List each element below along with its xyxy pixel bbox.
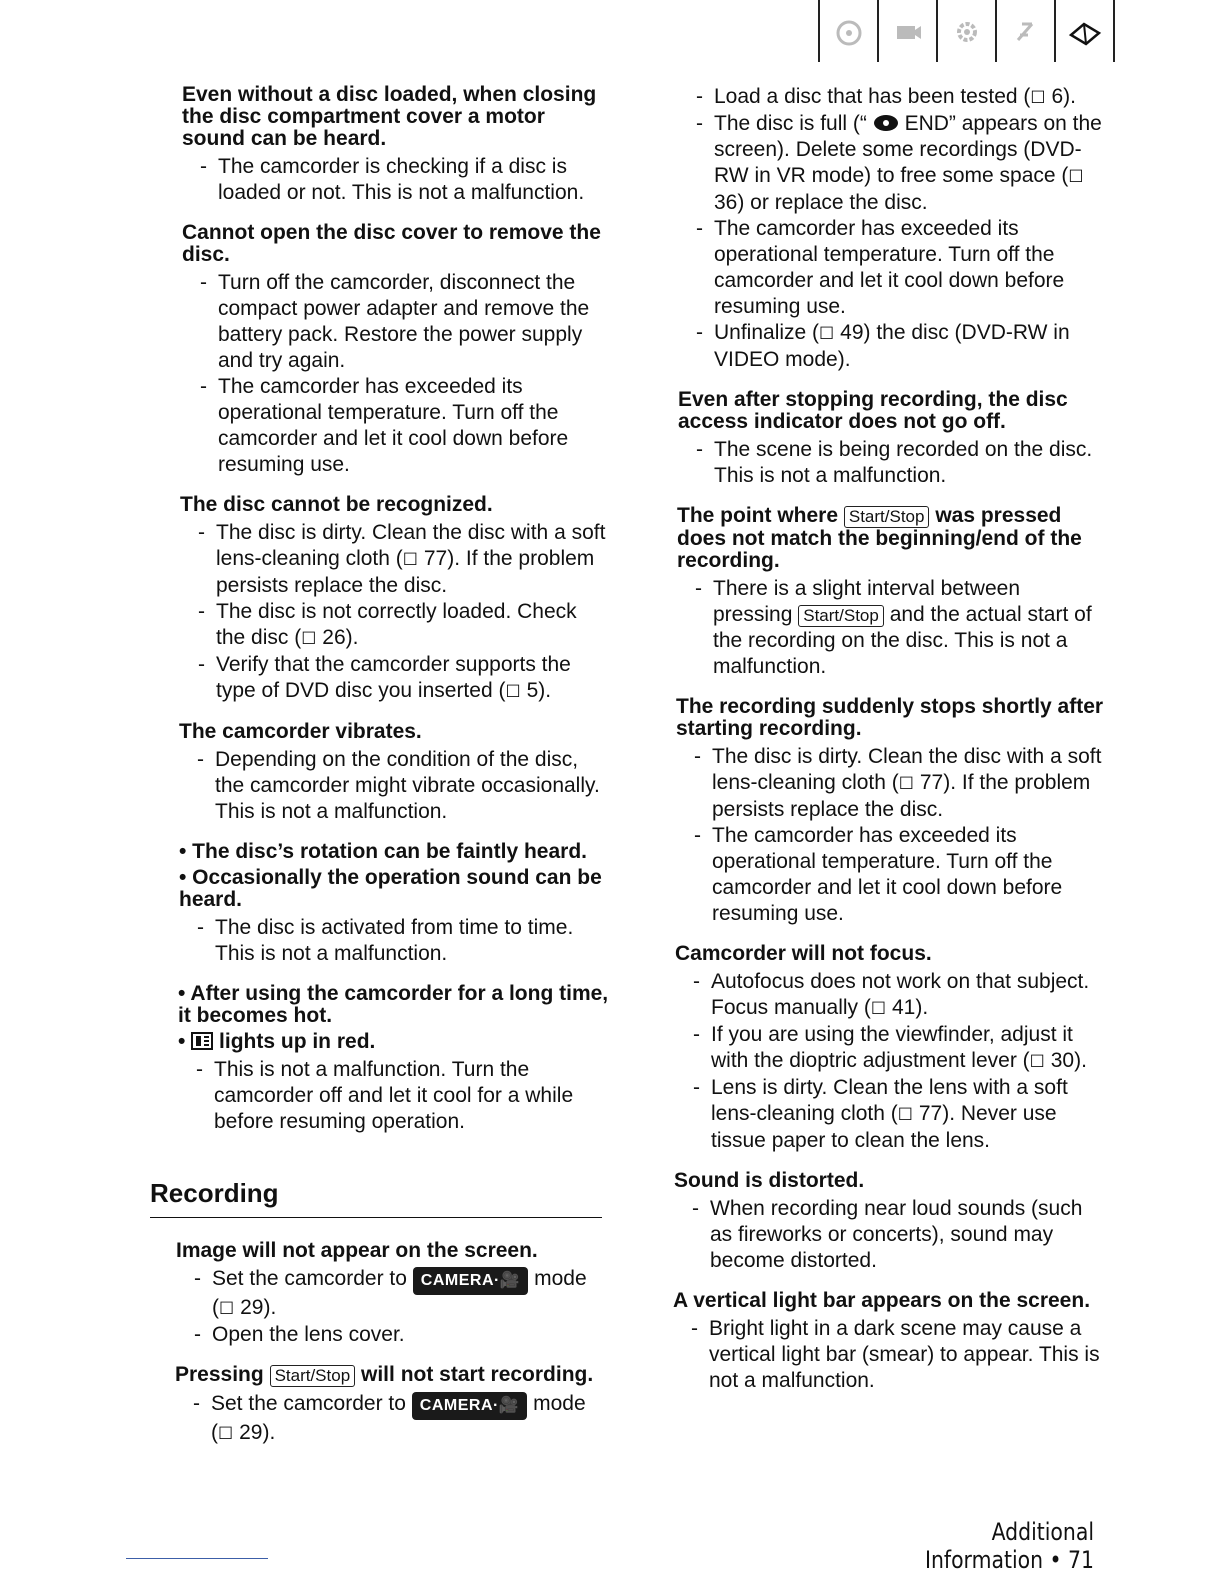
trouble-light-bar [672,1290,1104,1394]
book-ref-icon: ☐ [1030,88,1046,108]
list-item: - Load a disc that has been tested (☐ 6). [678,84,1104,111]
book-ref-icon: ☐ [218,1424,234,1444]
battery-temp-icon [191,1032,213,1050]
list-item: - The disc is dirty. Clean the disc with a soft lens-cleaning cloth (☐ 77). If the problem persists replace the disc. [180,520,610,599]
list-item: - Verify that the camcorder supports the type of DVD disc you inserted (☐ 5). [180,652,610,705]
list-item: - The disc is not correctly loaded. Check the disc (☐ 26). [180,599,610,652]
start-stop-key: Start/Stop [270,1365,356,1387]
list-item: - If you are using the viewfinder, adjust it with the dioptric adjustment lever (☐ 30). [675,1022,1104,1075]
left-column [150,84,610,1463]
camcorder-icon [890,13,926,49]
problem-heading: A vertical light bar appears on the screen. [673,1289,1091,1312]
problem-heading: Pressing Start/Stop will not start recording. [175,1363,594,1386]
page-footer: Additional Information • 71 [924,1518,1094,1574]
problem-heading: The point where Start/Stop was pressed does not match the beginning/end of the recording. [677,504,1082,572]
trouble-continued [672,84,1104,373]
problem-heading: Camcorder will not focus. [675,942,932,965]
trouble-disc-cover [150,222,610,478]
problem-heading: The recording suddenly stops shortly after starting recording. [676,695,1104,740]
list-item: - Depending on the condition of the disc, the camcorder might vibrate occasionally. This is not a malfunction. [179,747,610,825]
problem-heading: Even without a disc loaded, when closing the disc compartment cover a motor sound can be heard. [182,83,597,150]
book-ref-icon: ☐ [301,629,317,649]
list-item: - Autofocus does not work on that subject. Focus manually (☐ 41). [675,969,1104,1022]
list-item: - Set the camcorder to CAMERA·🎥 mode (☐ 29). [176,1266,610,1322]
trouble-recording-stops [672,696,1104,927]
list-item: - This is not a malfunction. Turn the camcorder off and let it cool for a while before resuming operation. [178,1057,610,1135]
problem-heading: Cannot open the disc cover to remove the disc. [182,221,601,266]
camera-mode-badge: CAMERA·🎥 [413,1267,528,1295]
disc-icon [831,13,867,49]
problem-heading: Image will not appear on the screen. [176,1239,538,1262]
list-item: - The camcorder is checking if a disc is loaded or not. This is not a malfunction. [182,154,610,206]
problem-heading: The camcorder vibrates. [179,720,422,743]
problem-heading: • The disc’s rotation can be faintly heard. [179,840,587,863]
start-stop-key: Start/Stop [844,506,930,528]
footer-line [126,1558,268,1559]
recording-section [150,1177,610,1218]
camera-mode-badge: CAMERA·🎥 [412,1392,527,1420]
trouble-hot [150,983,610,1135]
trouble-motor-sound [150,84,610,206]
book-icon [1067,13,1103,49]
trouble-focus [672,943,1104,1154]
book-ref-icon: ☐ [870,999,887,1019]
list-item: - The disc is activated from time to time. This is not a malfunction. [179,915,610,967]
disc-end-icon [873,114,899,132]
problem-heading: Even after stopping recording, the disc access indicator does not go off. [678,388,1068,433]
tools-icon [1008,13,1044,49]
list-item: - The camcorder has exceeded its operational temperature. Turn off the camcorder and let it cool down before resuming use. [678,216,1104,320]
list-item: - Set the camcorder to CAMERA·🎥 mode (☐ 29). [175,1391,610,1447]
trouble-access-indicator [672,389,1104,489]
book-ref-icon: ☐ [898,774,915,794]
tab-tools[interactable] [995,0,1054,62]
problem-heading: • After using the camcorder for a long time, it becomes hot. [178,982,609,1027]
problem-heading: Sound is distorted. [674,1169,865,1192]
book-ref-icon: ☐ [505,682,521,702]
right-column [672,84,1104,1410]
list-item: - Open the lens cover. [176,1322,610,1348]
trouble-start-stop [150,1364,610,1447]
book-ref-icon: ☐ [1029,1052,1045,1072]
start-stop-key: Start/Stop [798,605,884,627]
tab-disc[interactable] [818,0,877,62]
tab-camcorder[interactable] [877,0,936,62]
book-ref-icon: ☐ [819,324,835,344]
section-tabs [818,0,1115,62]
tab-settings[interactable] [936,0,995,62]
list-item: - The disc is dirty. Clean the disc with a soft lens-cleaning cloth (☐ 77). If the problem persists replace the disc. [676,744,1104,823]
problem-heading: The disc cannot be recognized. [180,493,493,516]
list-item: - The camcorder has exceeded its operational temperature. Turn off the camcorder and let it cool down before resuming use. [676,823,1104,927]
book-ref-icon: ☐ [219,1299,235,1319]
trouble-no-image [150,1240,610,1348]
trouble-vibrates [150,721,610,825]
problem-heading: • lights up in red. [178,1030,376,1053]
tab-book[interactable] [1054,0,1115,62]
list-item: - The scene is being recorded on the disc. This is not a malfunction. [678,437,1104,489]
list-item: - The disc is full (“ END” appears on the screen). Delete some recordings (DVD-RW in VR mode) to free some space (☐ 36) or replace the disc. [678,111,1104,216]
settings-icon [949,13,985,49]
book-ref-icon: ☐ [897,1105,914,1125]
book-ref-icon: ☐ [402,550,419,570]
trouble-sound-distorted [672,1170,1104,1274]
problem-heading: • Occasionally the operation sound can be heard. [179,866,602,911]
list-item: - When recording near loud sounds (such as fireworks or concerts), sound may become distorted. [674,1196,1104,1274]
list-item: - Turn off the camcorder, disconnect the compact power adapter and remove the battery pack. Restore the power supply and try again. [182,270,610,374]
book-ref-icon: ☐ [1068,167,1084,187]
list-item: - The camcorder has exceeded its operational temperature. Turn off the camcorder and let it cool down before resuming use. [182,374,610,478]
list-item: - Lens is dirty. Clean the lens with a soft lens-cleaning cloth (☐ 77). Never use tissue paper to clean the lens. [675,1075,1104,1154]
list-item: - There is a slight interval between pressing Start/Stop and the actual start of the recording on the disc. This is not a malfunction. [677,576,1104,680]
trouble-rotation-sound [150,841,610,967]
section-title: Recording [150,1178,279,1208]
trouble-start-point [672,505,1104,680]
list-item: - Bright light in a dark scene may cause a vertical light bar (smear) to appear. This is not a malfunction. [673,1316,1104,1394]
list-item: - Unfinalize (☐ 49) the disc (DVD-RW in VIDEO mode). [678,320,1104,373]
section-divider [150,1217,602,1218]
trouble-disc-not-recognized [150,494,610,705]
